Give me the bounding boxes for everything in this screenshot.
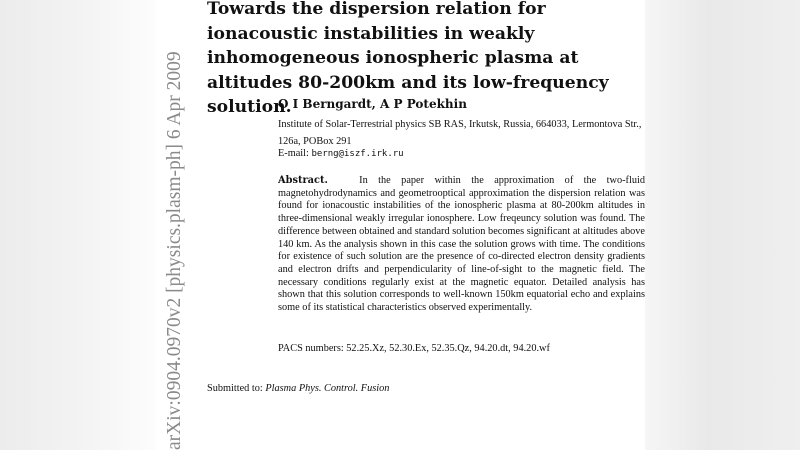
authors: O I Berngardt, A P Potekhin [278,97,467,111]
email-label: E-mail: [278,148,309,159]
email-line [278,146,404,162]
background-right [645,0,800,450]
affiliation: Institute of Solar-Terrestrial physics SB RAS, Irkutsk, Russia, 664033, Lermontova Str., 126a, POBox 291 [278,119,642,147]
paper-title: Towards the dispersion relation for ionacoustic instabilities in weakly inhomogeneous ionospheric plasma at altitudes 80-200km and its low-frequency solution. [207,0,609,117]
background-left [0,0,160,450]
submitted-label: Submitted to: [207,383,263,394]
submitted-line [207,381,389,397]
arxiv-stamp: arXiv:0904.0970v2 [physics.plasm-ph] 6 Apr 2009 [164,51,185,450]
email-address: berng@iszf.irk.ru [311,149,404,159]
pacs-numbers: PACS numbers: 52.25.Xz, 52.30.Ex, 52.35.Qz, 94.20.dt, 94.20.wf [278,343,550,354]
abstract-label: Abstract. [278,175,328,186]
abstract-text: In the paper within the approximation of the two-fluid magnetohydrodynamics and geometrooptical approximation the dispersion relation was found for ionacoustic instabilities of the ionospheric plasma at 80-200km altitudes in three-dimensional weakly irregular ionosphere. Low freqeuncy solution was found. The difference between obtained and standard solution becomes significant at altitudes above 140 km. As the analysis shown in this case the solution grows with time. The conditions for existence of such solution are the presence of co-directed electron density gradients and electron drifts and perpendicularity of line-of-sight to the magnetic field. The necessary conditions regularly exist at the magnetic equator. Detailed analysis has shown that this solution corresponds to well-known 150km equatorial echo and explains some of its statistical characteristics observed experimentally. [278,175,645,314]
abstract [278,175,645,315]
submitted-journal: Plasma Phys. Control. Fusion [265,383,390,394]
